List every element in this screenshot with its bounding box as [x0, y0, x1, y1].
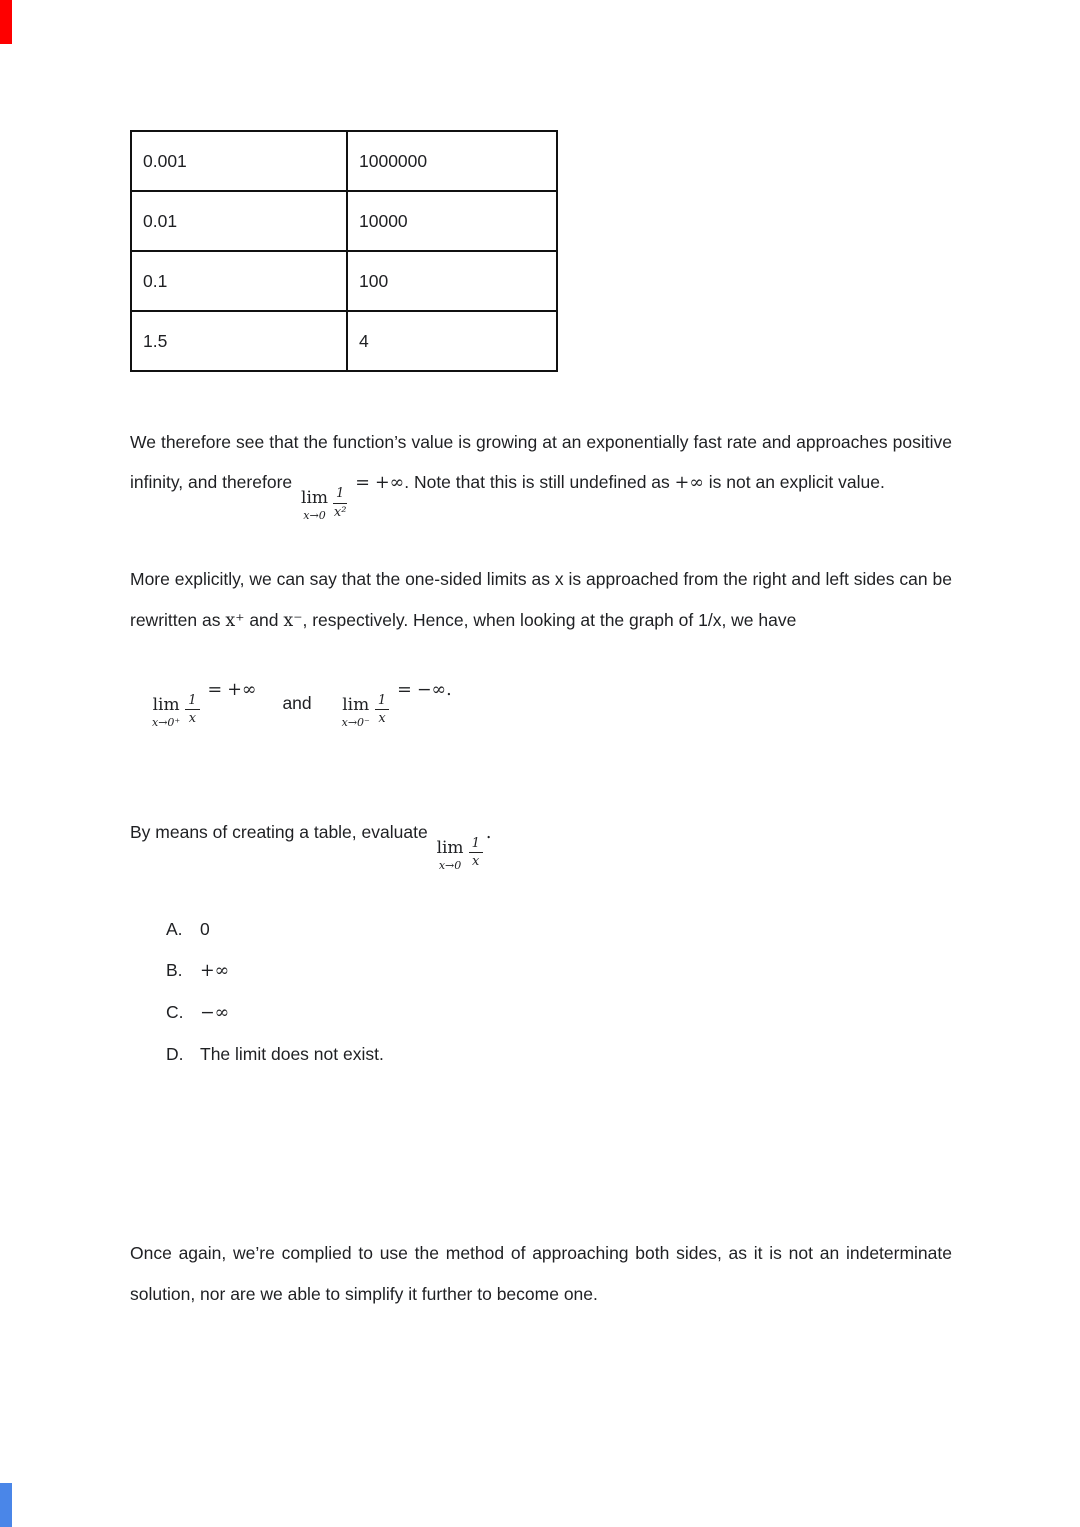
table-cell-x: 0.01: [131, 191, 347, 251]
table-cell-fx: 10000: [347, 191, 557, 251]
limit-values-table: [130, 130, 558, 372]
table-cell-x: 1.5: [131, 311, 347, 371]
period: .: [446, 679, 452, 700]
table-row: [131, 131, 557, 191]
fraction: $\frac{1}{x}$: [375, 693, 389, 727]
inline-limit-one-over-x-squared: [297, 472, 405, 523]
plus-infinity: +∞: [674, 473, 704, 494]
paragraph-conclusion: Once again, we’re complied to use the method of approaching both sides, as it is not an indeterminate solution, nor are we able to simplify it further to become one.: [130, 1243, 952, 1304]
paragraph-text: and: [249, 609, 279, 630]
equals-sign: =: [207, 679, 223, 700]
option-letter: A.: [166, 918, 183, 939]
and-connector: and: [282, 692, 312, 713]
page-top-left-red-mark: [0, 0, 12, 44]
question-prompt: [130, 812, 952, 871]
table-cell-x: 0.1: [131, 251, 347, 311]
option-letter: D.: [166, 1044, 184, 1065]
document-page: [130, 130, 952, 1352]
lim-operator: lim x→0⁻: [341, 694, 370, 729]
option-letter: B.: [166, 959, 183, 980]
equals-sign: =: [397, 679, 412, 700]
x-minus-symbol: x⁻: [283, 610, 303, 631]
minus-infinity: −∞: [416, 679, 447, 700]
table-cell-fx: 1000000: [347, 131, 557, 191]
option-b: [166, 950, 952, 992]
option-text: The limit does not exist.: [200, 1044, 384, 1065]
table-row: [131, 191, 557, 251]
option-text: −∞: [200, 1003, 230, 1023]
option-a: [166, 909, 952, 950]
period: .: [485, 822, 492, 843]
fraction: $\frac{1}{x}$: [469, 836, 483, 870]
lim-operator: lim x→0: [301, 488, 329, 523]
answer-options: [166, 909, 952, 1076]
table-row: [131, 251, 557, 311]
equals-sign: =: [355, 473, 370, 494]
paragraph-exponential-growth: [130, 422, 952, 521]
table-cell-fx: 100: [347, 251, 557, 311]
paragraph-text: More explicitly, we can say that the one-sided limits as x is approached from the right and left sides can be rewritten as: [130, 569, 952, 630]
page-bottom-left-blue-mark: [0, 1483, 12, 1527]
display-math-one-sided-limits: [148, 679, 952, 728]
fraction: $\frac{1}{\text{x²}}$: [333, 486, 347, 520]
paragraph-text: , respectively. Hence, when looking at the graph of 1/x, we have: [302, 609, 797, 630]
inline-limit-one-over-x: [433, 822, 492, 872]
limit-from-left: [338, 679, 452, 728]
limit-from-right: [148, 679, 256, 728]
option-letter: C.: [166, 1002, 184, 1022]
option-text: 0: [200, 918, 210, 939]
paragraph-one-sided-limits: [130, 559, 952, 641]
table-cell-x: 0.001: [131, 131, 347, 191]
x-plus-symbol: x⁺: [225, 610, 245, 631]
fraction: $\frac{1}{x}$: [185, 693, 199, 727]
plus-infinity: +∞: [227, 679, 257, 700]
option-d: [166, 1034, 952, 1075]
plus-infinity: +∞: [374, 473, 405, 494]
paragraph-text: We therefore see that the function’s value is growing at an exponentially fast rate and approaches positive infinity, and therefore: [130, 432, 952, 493]
option-c: [166, 992, 952, 1034]
option-text: +∞: [200, 960, 230, 981]
paragraph-text: . Note that this is still undefined as: [404, 472, 670, 493]
table-cell-fx: 4: [347, 311, 557, 371]
paragraph-text: is not an explicit value.: [708, 472, 885, 493]
table-row: [131, 311, 557, 371]
lim-operator: lim x→0⁺: [152, 694, 181, 729]
question-text: By means of creating a table, evaluate: [130, 821, 428, 842]
lim-operator: lim x→0: [436, 837, 464, 872]
